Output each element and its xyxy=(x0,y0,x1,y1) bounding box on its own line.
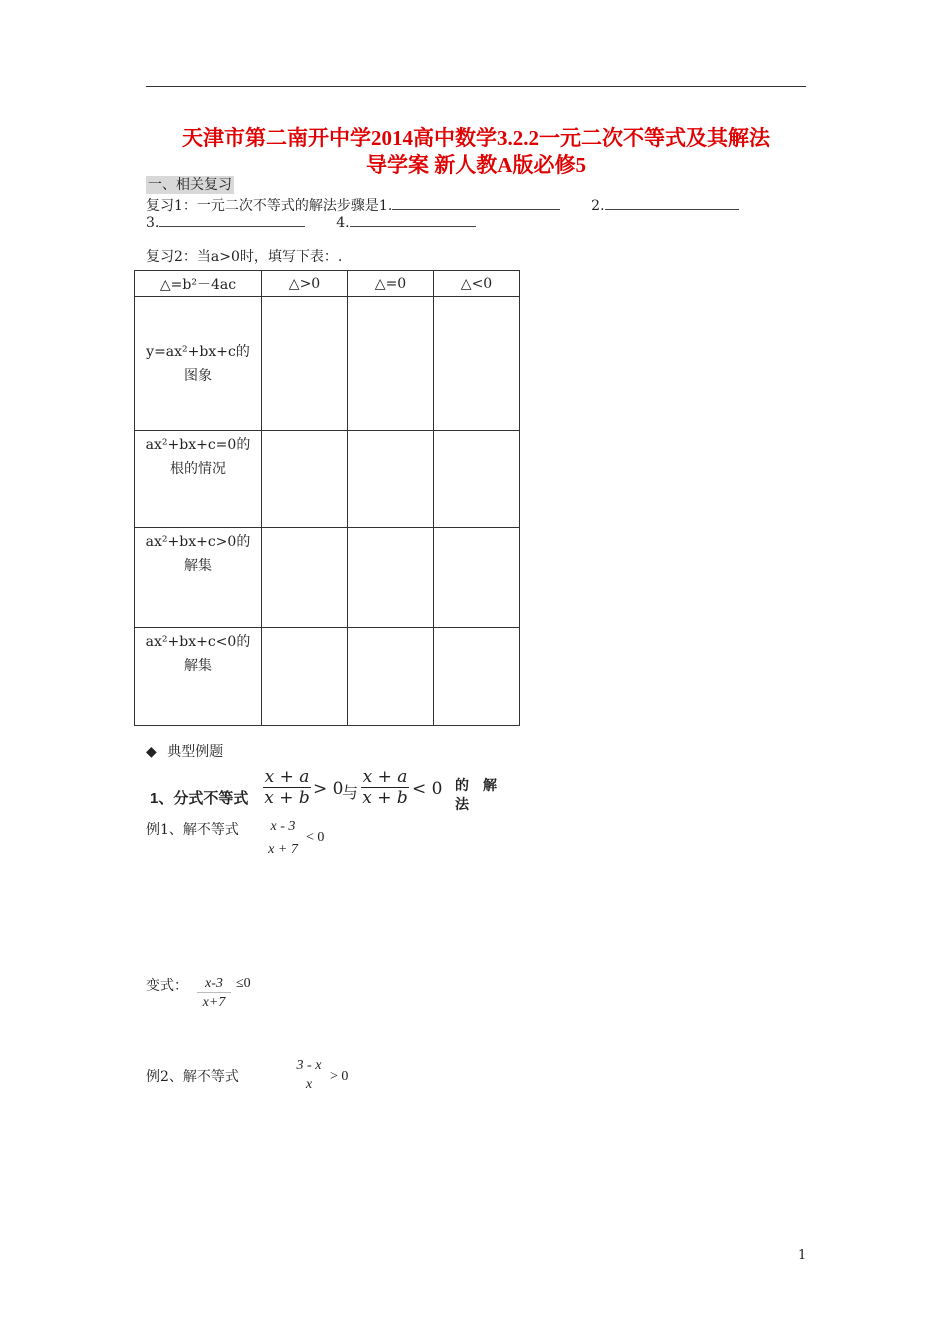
topic1-connector: 与 xyxy=(342,783,359,802)
section-examples-label: 典型例题 xyxy=(167,744,224,760)
table-row-label: ax²+bx+c<0的 解集 xyxy=(135,628,262,726)
table-header-cell: △=0 xyxy=(348,271,434,297)
table-cell[interactable] xyxy=(348,628,434,726)
table-cell[interactable] xyxy=(262,628,348,726)
variant-label: 变式： xyxy=(146,978,188,994)
review1-line2 xyxy=(146,213,476,232)
example1-relation: < 0 xyxy=(306,830,325,845)
blank-2[interactable] xyxy=(605,196,739,210)
table-row xyxy=(135,528,520,628)
table-row xyxy=(135,431,520,528)
table-cell[interactable] xyxy=(348,431,434,528)
review2-prompt: 复习2：当a>0时，填写下表：. xyxy=(146,249,343,265)
review1-n2: 2. xyxy=(591,198,605,214)
table-cell[interactable] xyxy=(348,297,434,431)
table-cell[interactable] xyxy=(348,528,434,628)
table-header-cell: △>0 xyxy=(262,271,348,297)
table-row-label: ax²+bx+c=0的 根的情况 xyxy=(135,431,262,528)
page-number: 1 xyxy=(798,1248,807,1263)
header-rule xyxy=(146,86,806,87)
table-cell[interactable] xyxy=(434,628,520,726)
table-cell[interactable] xyxy=(434,528,520,628)
blank-3[interactable] xyxy=(159,213,305,227)
example1-fraction: x - 3 x + 7 xyxy=(262,819,304,858)
table-row-label: ax²+bx+c>0的 解集 xyxy=(135,528,262,628)
table-header-cell: △=b²－4ac xyxy=(135,271,262,297)
section-heading-review: 一、相关复习 xyxy=(148,177,232,193)
topic1-relation-1: > 0 xyxy=(313,779,344,799)
discriminant-table xyxy=(134,270,520,726)
variant-relation: ≤0 xyxy=(236,976,251,991)
topic1-tail-2: 法 xyxy=(455,797,469,813)
section-heading-examples xyxy=(146,743,223,761)
table-row xyxy=(135,628,520,726)
table-cell[interactable] xyxy=(434,297,520,431)
variant-fraction: x-3 x+7 xyxy=(197,976,231,1011)
document-title-line2: 导学案 新人教A版必修5 xyxy=(366,153,586,177)
table-row xyxy=(135,297,520,431)
table-cell[interactable] xyxy=(434,431,520,528)
table-header-cell: △<0 xyxy=(434,271,520,297)
example2-fraction: 3 - x x xyxy=(290,1058,328,1093)
topic1-fraction-1: x + a x + b xyxy=(264,767,310,808)
blank-1[interactable] xyxy=(392,196,560,210)
review1-n4: 4. xyxy=(336,215,350,231)
table-row-label: y=ax²+bx+c的 图象 xyxy=(135,297,262,431)
table-cell[interactable] xyxy=(262,431,348,528)
example2-label: 例2、解不等式 xyxy=(146,1069,239,1085)
blank-4[interactable] xyxy=(350,213,476,227)
review1-prefix: 复习1：一元二次不等式的解法步骤是1. xyxy=(146,198,393,214)
example2-relation: > 0 xyxy=(330,1069,349,1084)
document-title-line1: 天津市第二南开中学2014高中数学3.2.2一元二次不等式及其解法 xyxy=(182,126,770,150)
review1-n3: 3. xyxy=(146,215,160,231)
table-cell[interactable] xyxy=(262,297,348,431)
example1-label: 例1、解不等式 xyxy=(146,822,239,838)
table-cell[interactable] xyxy=(262,528,348,628)
topic1-fraction-2: x + a x + b xyxy=(362,767,408,808)
table-header-row xyxy=(135,271,520,297)
diamond-bullet-icon: ◆ xyxy=(146,744,157,760)
topic1-label: 1、分式不等式 xyxy=(150,790,249,807)
topic1-tail-1: 的 解 xyxy=(455,778,497,794)
topic1-relation-2: < 0 xyxy=(412,779,443,799)
